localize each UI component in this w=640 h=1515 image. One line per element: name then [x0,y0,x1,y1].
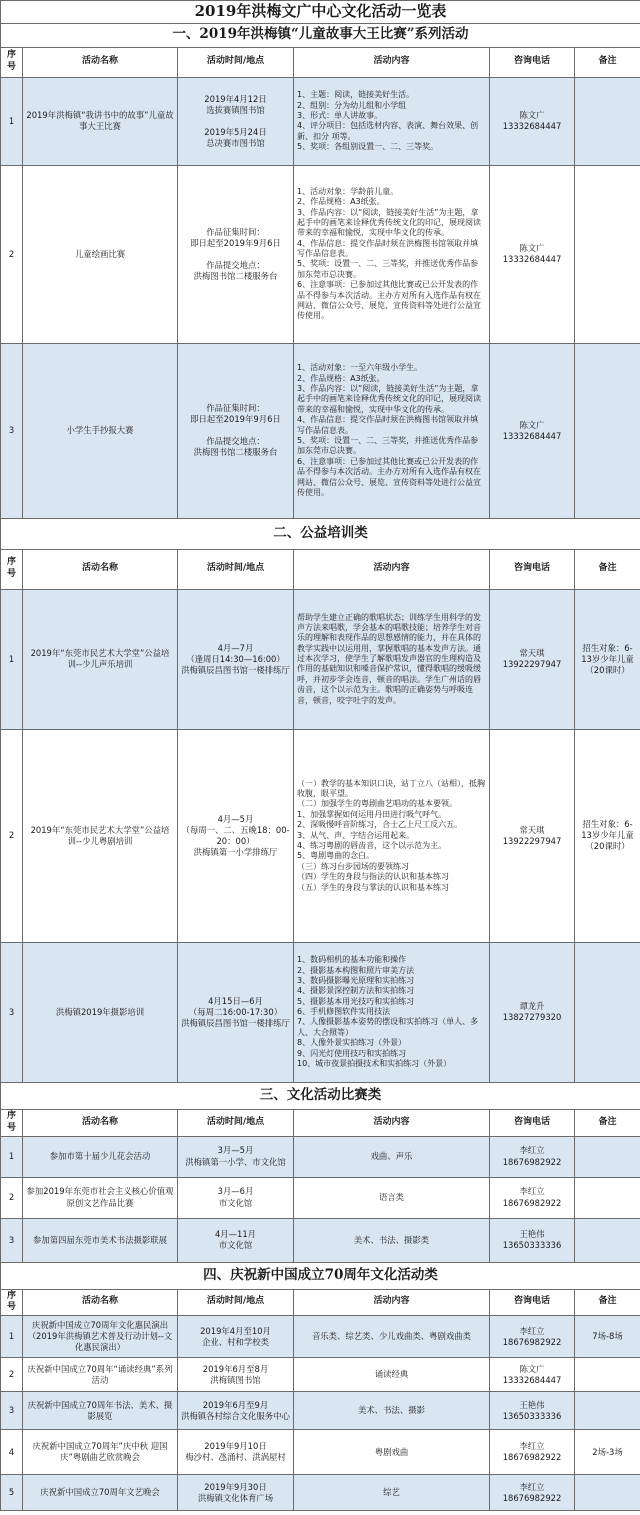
activity-content: 粤剧戏曲 [294,1430,490,1475]
contact-phone: 陈文广 13332684447 [490,343,575,518]
table-row [1,343,640,518]
table-row [1,1475,640,1511]
note: 招生对象：6-13岁少年儿童（20课时） [575,729,640,942]
contact-phone: 陈文广 13332684447 [490,1358,575,1392]
row-seq: 3 [1,1218,23,1262]
activity-time-place: 3月—6月 市文化馆 [178,1177,294,1218]
activity-content: 1、数码相机的基本功能和操作 2、摄影基本构图和照片审美方法 3、数码摄影曝光原理和实拍练习 4、摄影景深控制方法和实拍练习 5、摄影基本用光技巧和实拍练习 6、手机修图软件实用技法 7、人像摄影基本姿势的摆设和实拍练习（单人、多人、大合照等） 8、人像外景实拍练习（外景） 9、闪光灯使用技巧和实拍练习 10、城市夜景拍摄技术和实拍练习（外景） [294,942,490,1082]
activity-name: 参加第四届东莞市美术书法摄影联展 [23,1218,178,1262]
note [575,343,640,518]
activity-content: 戏曲、声乐 [294,1136,490,1177]
note [575,1218,640,1262]
table-row [1,729,640,942]
header-seq: 序号 [1,1289,23,1316]
row-seq: 3 [1,1392,23,1430]
row-seq: 1 [1,77,23,165]
activity-name: 庆祝新中国成立70周年”庆中秋 迎国庆”粤剧曲艺欣赏晚会 [23,1430,178,1475]
row-seq: 1 [1,1316,23,1358]
header-note: 备注 [575,549,640,589]
header-seq: 序号 [1,549,23,589]
activity-content: （一）教学的基本知识口诀，站丁立八（站相），抵胸收腹，眼平望。 （二）加强学生的粤剧曲艺唱功的基本要领。 1、加强掌握如何运用丹田进行吸气呼气。 2、深吸慢呼音阶练习，合士乙上尺工反六五。 3、从气、声、字结合运用起来。 4、练习粤剧的唇齿音，这个以示范为主。 5、粤剧粤曲的念白。 （三）练习台步园场的要领练习 （四）学生的身段与指法的认识和基本练习 （五）学生的身段与掌法的认识和基本练习 [294,729,490,942]
note [575,165,640,343]
table-row [1,1392,640,1430]
header-name: 活动名称 [23,47,178,77]
row-seq: 3 [1,343,23,518]
header-name: 活动名称 [23,1109,178,1136]
activity-time-place: 作品征集时间： 即日起至2019年9月6日 作品提交地点： 洪梅图书馆二楼服务台 [178,165,294,343]
activity-content: 1、主题：阅读，链接美好生活。 2、组别：分为幼儿组和小学组 3、形式：单人讲故事。 4、评分项目：包括选材内容、表演、舞台效果、创新、扣分 项等。 5、奖项：各组别设置一、二、三等奖。 [294,77,490,165]
contact-phone: 陈文广 13332684447 [490,165,575,343]
activity-time-place: 2019年6月至8月 洪梅镇图书馆 [178,1358,294,1392]
header-note: 备注 [575,47,640,77]
activity-content: 1、活动对象：一至六年级小学生。 2、作品规格：A3纸张。 3、作品内容：以“阅读，链接美好生活”为主题，拿起手中的画笔来诠释优秀传统文化的印记，展现阅读带来的幸福和愉悦，实现中华文化的传承。 4、作品信息：提交作品时须在洪梅图书馆领取并填写作品信息表。 5、奖项：设置一、二、三等奖，并推送优秀作品参加东莞市总决赛。 6、注意事项：已参加过其他比赛或已公开发表的作品不得参与本次活动。主办方对所有入选作品有权在网站、微信公众号、展览、宣传资料等处进行公益宣传使用。 [294,343,490,518]
activity-name: 洪梅镇2019年摄影培训 [23,942,178,1082]
note [575,1358,640,1392]
activity-content: 1、活动对象：学龄前儿童。 2、作品规格：A3纸张。 3、作品内容：以“阅读，链接美好生活”为主题，拿起手中的画笔来诠释优秀传统文化的印记，展现阅读带来的幸福和愉悦，实现中华文化的传承。 4、作品信息：提交作品时须在洪梅图书馆领取并填写作品信息表。 5、奖项：设置一、二、三等奖，并推送优秀作品参加东莞市总决赛。 6、注意事项：已参加过其他比赛或已公开发表的作品不得参与本次活动。主办方对所有入选作品有权在网站、微信公众号、展览、宣传资料等处进行公益宣传使用。 [294,165,490,343]
note [575,1177,640,1218]
note: 2场-3场 [575,1430,640,1475]
header-note: 备注 [575,1109,640,1136]
note [575,1475,640,1511]
header-time: 活动时间/地点 [178,1109,294,1136]
header-phone: 咨询电话 [490,47,575,77]
header-name: 活动名称 [23,1289,178,1316]
table-row [1,1358,640,1392]
header-phone: 咨询电话 [490,1289,575,1316]
activity-content: 美术、书法、摄影 [294,1392,490,1430]
contact-phone: 常天琪 13922297947 [490,729,575,942]
note [575,1136,640,1177]
row-seq: 2 [1,1177,23,1218]
contact-phone: 王艳伟 13650333336 [490,1218,575,1262]
table-row [1,165,640,343]
header-content: 活动内容 [294,549,490,589]
header-time: 活动时间/地点 [178,47,294,77]
activity-content: 语言类 [294,1177,490,1218]
table-row [1,1316,640,1358]
activity-time-place: 3月—5月 洪梅镇第一小学、市文化馆 [178,1136,294,1177]
activity-name: 2019年“东莞市民艺术大学堂”公益培训--少儿粤剧培训 [23,729,178,942]
contact-phone: 李红立 18676982922 [490,1430,575,1475]
activity-time-place: 2019年4月12日 选拔赛镇图书馆 2019年5月24日 总决赛市图书馆 [178,77,294,165]
row-seq: 5 [1,1475,23,1511]
activity-name: 庆祝新中国成立70周年文艺晚会 [23,1475,178,1511]
contact-phone: 李红立 18676982922 [490,1475,575,1511]
section-title: 三、文化活动比赛类 [1,1082,640,1109]
header-name: 活动名称 [23,549,178,589]
activity-time-place: 4月15日—6月 （每周二16:00-17:30） 洪梅镇辰昌图书馆一楼排练厅 [178,942,294,1082]
activity-time-place: 2019年9月10日 梅沙村、氹涌村、洪涡屋村 [178,1430,294,1475]
note [575,77,640,165]
activity-time-place: 4月—7月 （逢周日14:30—16:00） 洪梅镇辰昌图书馆一楼排练厅 [178,589,294,729]
activity-name: 2019年“东莞市民艺术大学堂”公益培训--少儿声乐培训 [23,589,178,729]
table-row [1,1136,640,1177]
activity-content: 音乐类、综艺类、少儿戏曲类、粤剧戏曲类 [294,1316,490,1358]
table-row [1,942,640,1082]
header-content: 活动内容 [294,1109,490,1136]
header-note: 备注 [575,1289,640,1316]
table-row [1,77,640,165]
contact-phone: 陈文广 13332684447 [490,77,575,165]
header-content: 活动内容 [294,47,490,77]
header-phone: 咨询电话 [490,549,575,589]
contact-phone: 王艳伟 13650333336 [490,1392,575,1430]
activity-name: 庆祝新中国成立70周年书法、美术、摄影展览 [23,1392,178,1430]
header-phone: 咨询电话 [490,1109,575,1136]
row-seq: 1 [1,589,23,729]
activity-time-place: 2019年9月30日 洪梅镇文化体育广场 [178,1475,294,1511]
note [575,942,640,1082]
header-content: 活动内容 [294,1289,490,1316]
contact-phone: 李红立 18676982922 [490,1316,575,1358]
row-seq: 2 [1,165,23,343]
activity-time-place: 2019年4月至10月 企业、村和学校类 [178,1316,294,1358]
table-row [1,1430,640,1475]
note: 招生对象：6-13岁少年儿童（20课时） [575,589,640,729]
activity-name: 参加市第十届少儿花会活动 [23,1136,178,1177]
activity-content: 诵读经典 [294,1358,490,1392]
activity-time-place: 2019年6月至9月 洪梅镇各村综合文化服务中心 [178,1392,294,1430]
row-seq: 2 [1,1358,23,1392]
activity-name: 庆祝新中国成立70周年“诵读经典”系列活动 [23,1358,178,1392]
header-seq: 序号 [1,1109,23,1136]
header-time: 活动时间/地点 [178,549,294,589]
activity-time-place: 4月—11月 市文化馆 [178,1218,294,1262]
activity-name: 儿童绘画比赛 [23,165,178,343]
section-title: 四、庆祝新中国成立70周年文化活动类 [1,1262,640,1289]
activity-name: 小学生手抄报大赛 [23,343,178,518]
row-seq: 4 [1,1430,23,1475]
row-seq: 3 [1,942,23,1082]
activity-time-place: 作品征集时间： 即日起至2019年9月6日 作品提交地点： 洪梅图书馆二楼服务台 [178,343,294,518]
activity-content: 综艺 [294,1475,490,1511]
contact-phone: 谭龙升 13827279320 [490,942,575,1082]
table-row [1,589,640,729]
activity-name: 庆祝新中国成立70周年文化惠民演出（2019年洪梅镇艺术普及行动计划--文化惠民演出） [23,1316,178,1358]
section-title: 一、2019年洪梅镇“儿童故事大王比赛”系列活动 [1,23,640,47]
contact-phone: 李红立 18676982922 [490,1177,575,1218]
table-row [1,1218,640,1262]
section-title: 二、公益培训类 [1,518,640,549]
table-row [1,1177,640,1218]
page-title: 2019年洪梅文广中心文化活动一览表 [1,1,640,24]
activity-name: 参加2019年东莞市社会主义核心价值观原创文艺作品比赛 [23,1177,178,1218]
note: 7场-8场 [575,1316,640,1358]
activity-content: 美术、书法、摄影类 [294,1218,490,1262]
activity-time-place: 4月—5月 （每周一、二、五晚18：00-20：00） 洪梅镇第一小学排练厅 [178,729,294,942]
row-seq: 2 [1,729,23,942]
header-seq: 序号 [1,47,23,77]
row-seq: 1 [1,1136,23,1177]
activity-content: 帮助学生建立正确的歌唱状态；训练学生用科学的发声方法来唱歌，学会基本的唱歌技能；培养学生对音乐的理解和表现作品的思想感情的能力，并在具体的教学实践中以运用用，掌握歌唱的基本发声方法。通过本次学习，使学生了解歌唱发声器官的生理构造及作用的基础知识和嗓音保护常识，懂得歌唱的缓吸缓呼，并初步学会连音，顿音的唱法。学生广州话的唇齿音，这个以示范为主。歌唱的正确姿势与呼吸连音，顿音，咬字吐字的发声。 [294,589,490,729]
contact-phone: 李红立 18676982922 [490,1136,575,1177]
contact-phone: 常天琪 13922297947 [490,589,575,729]
header-time: 活动时间/地点 [178,1289,294,1316]
activity-name: 2019年洪梅镇“我讲书中的故事”儿童故事大王比赛 [23,77,178,165]
note [575,1392,640,1430]
